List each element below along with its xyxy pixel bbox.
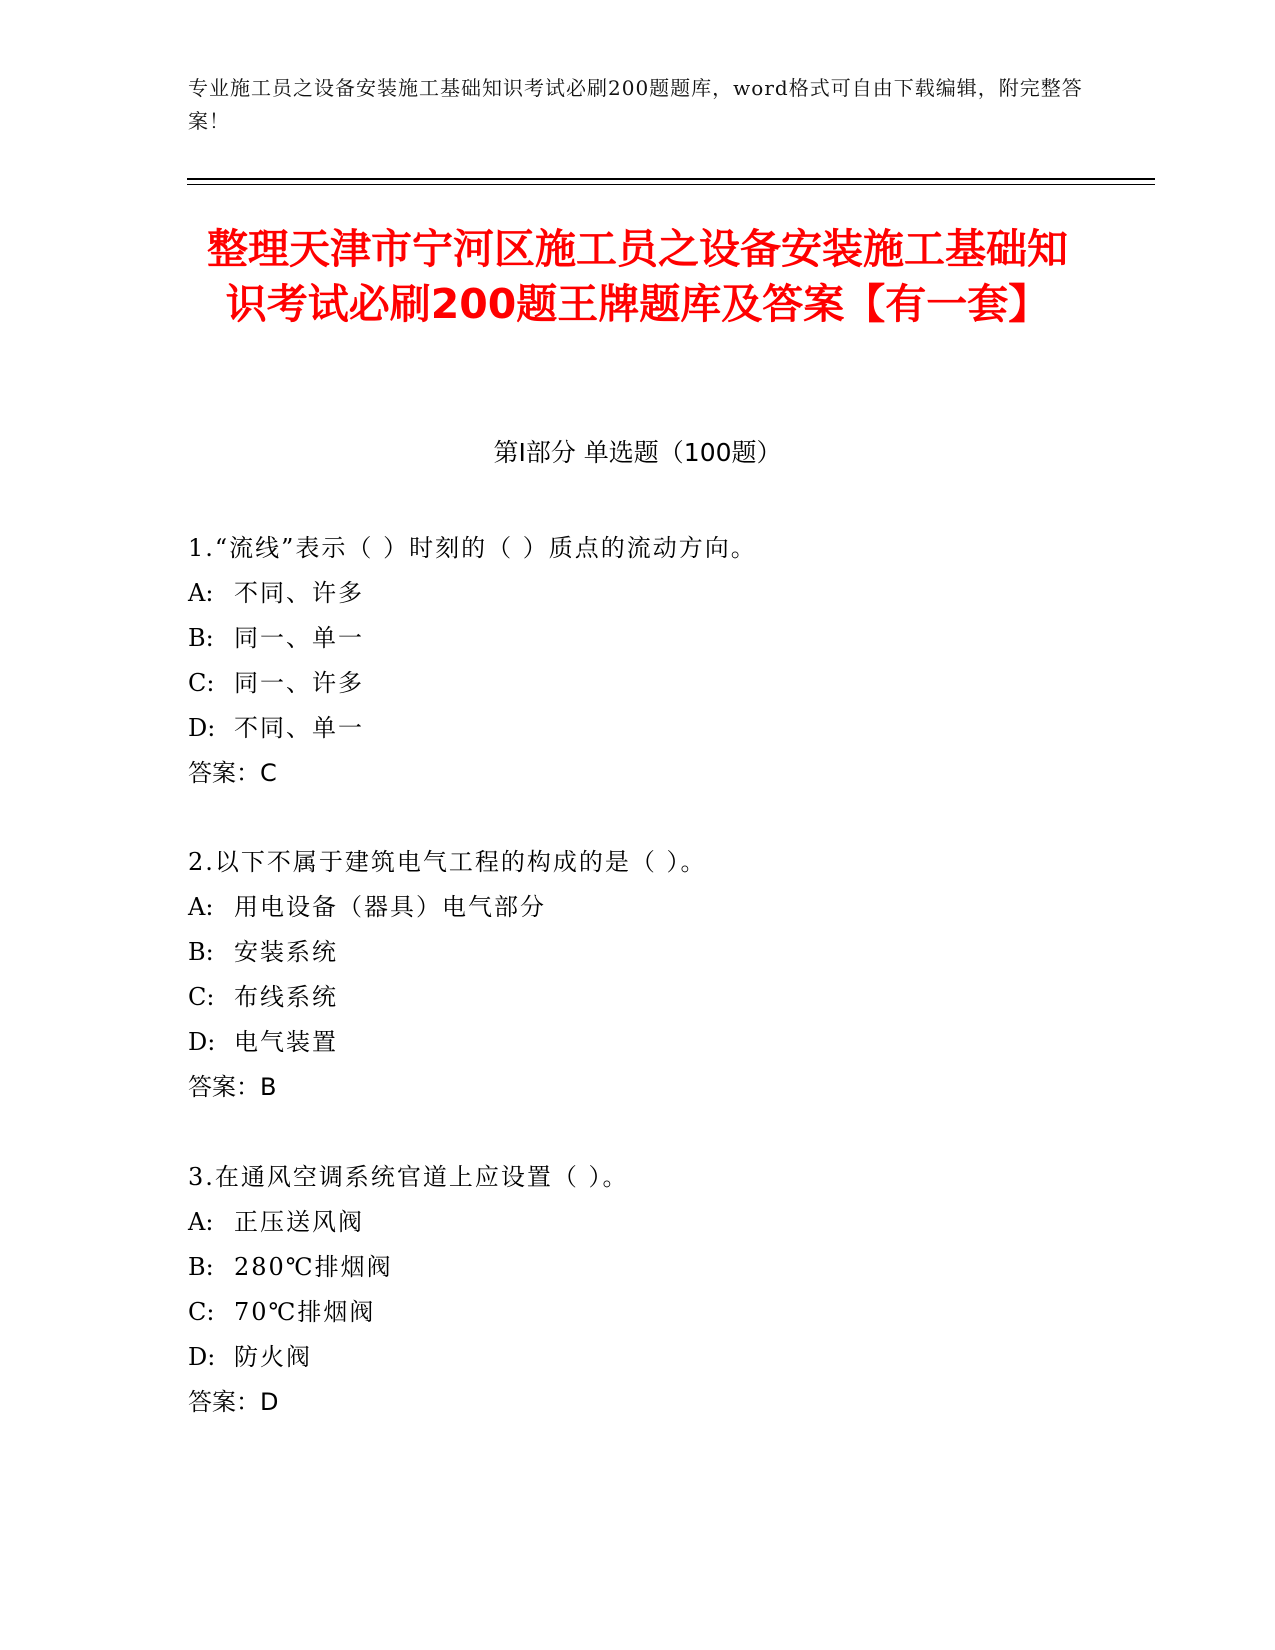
option-text: 布线系统 [234, 983, 338, 1011]
option-b [188, 621, 1108, 655]
answer-line: 答案：D [188, 1388, 279, 1416]
question-2 [188, 845, 1108, 1104]
option-d [188, 1025, 1108, 1059]
option-a [188, 1205, 1108, 1239]
section-heading: 第I部分 单选题（100题） [493, 438, 782, 467]
option-c [188, 1295, 1108, 1329]
option-c [188, 980, 1108, 1014]
option-letter: D: [188, 1343, 216, 1371]
option-text: 不同、单一 [234, 714, 364, 742]
answer-line: 答案：B [188, 1073, 277, 1101]
header-divider-thick [187, 178, 1155, 180]
header-divider-thin [187, 184, 1155, 185]
answer-line: 答案：C [188, 759, 277, 787]
option-b [188, 1250, 1108, 1284]
option-letter: B: [188, 624, 214, 652]
question-1 [188, 531, 1108, 790]
option-text: 同一、许多 [234, 669, 364, 697]
option-a [188, 576, 1108, 610]
option-letter: B: [188, 1253, 214, 1281]
option-a [188, 890, 1108, 924]
option-letter: C: [188, 983, 215, 1011]
option-text: 280℃排烟阀 [234, 1253, 393, 1281]
option-letter: A: [188, 1208, 214, 1236]
option-b [188, 935, 1108, 969]
option-letter: C: [188, 669, 215, 697]
option-text: 防火阀 [234, 1343, 312, 1371]
option-text: 70℃排烟阀 [234, 1298, 376, 1326]
option-letter: A: [188, 893, 214, 921]
option-text: 安装系统 [234, 938, 338, 966]
option-letter: A: [188, 579, 214, 607]
option-text: 正压送风阀 [234, 1208, 364, 1236]
question-stem: 2.以下不属于建筑电气工程的构成的是（ ）。 [188, 848, 707, 876]
option-c [188, 666, 1108, 700]
option-letter: C: [188, 1298, 215, 1326]
option-letter: D: [188, 1028, 216, 1056]
question-stem: 3.在通风空调系统官道上应设置（ ）。 [188, 1163, 629, 1191]
option-text: 用电设备（器具）电气部分 [234, 893, 546, 921]
option-text: 电气装置 [234, 1028, 338, 1056]
option-d [188, 711, 1108, 745]
option-d [188, 1340, 1108, 1374]
option-letter: D: [188, 714, 216, 742]
header-note: 专业施工员之设备安装施工基础知识考试必刷200题题库，word格式可自由下载编辑，附完整答案！ [188, 76, 1083, 133]
option-text: 不同、许多 [234, 579, 364, 607]
document-title: 整理天津市宁河区施工员之设备安装施工基础知识考试必刷200题王牌题库及答案【有一套】 [207, 225, 1068, 328]
option-letter: B: [188, 938, 214, 966]
question-3 [188, 1160, 1108, 1419]
question-stem: 1.“流线”表示（ ）时刻的（ ）质点的流动方向。 [188, 534, 757, 562]
option-text: 同一、单一 [234, 624, 364, 652]
